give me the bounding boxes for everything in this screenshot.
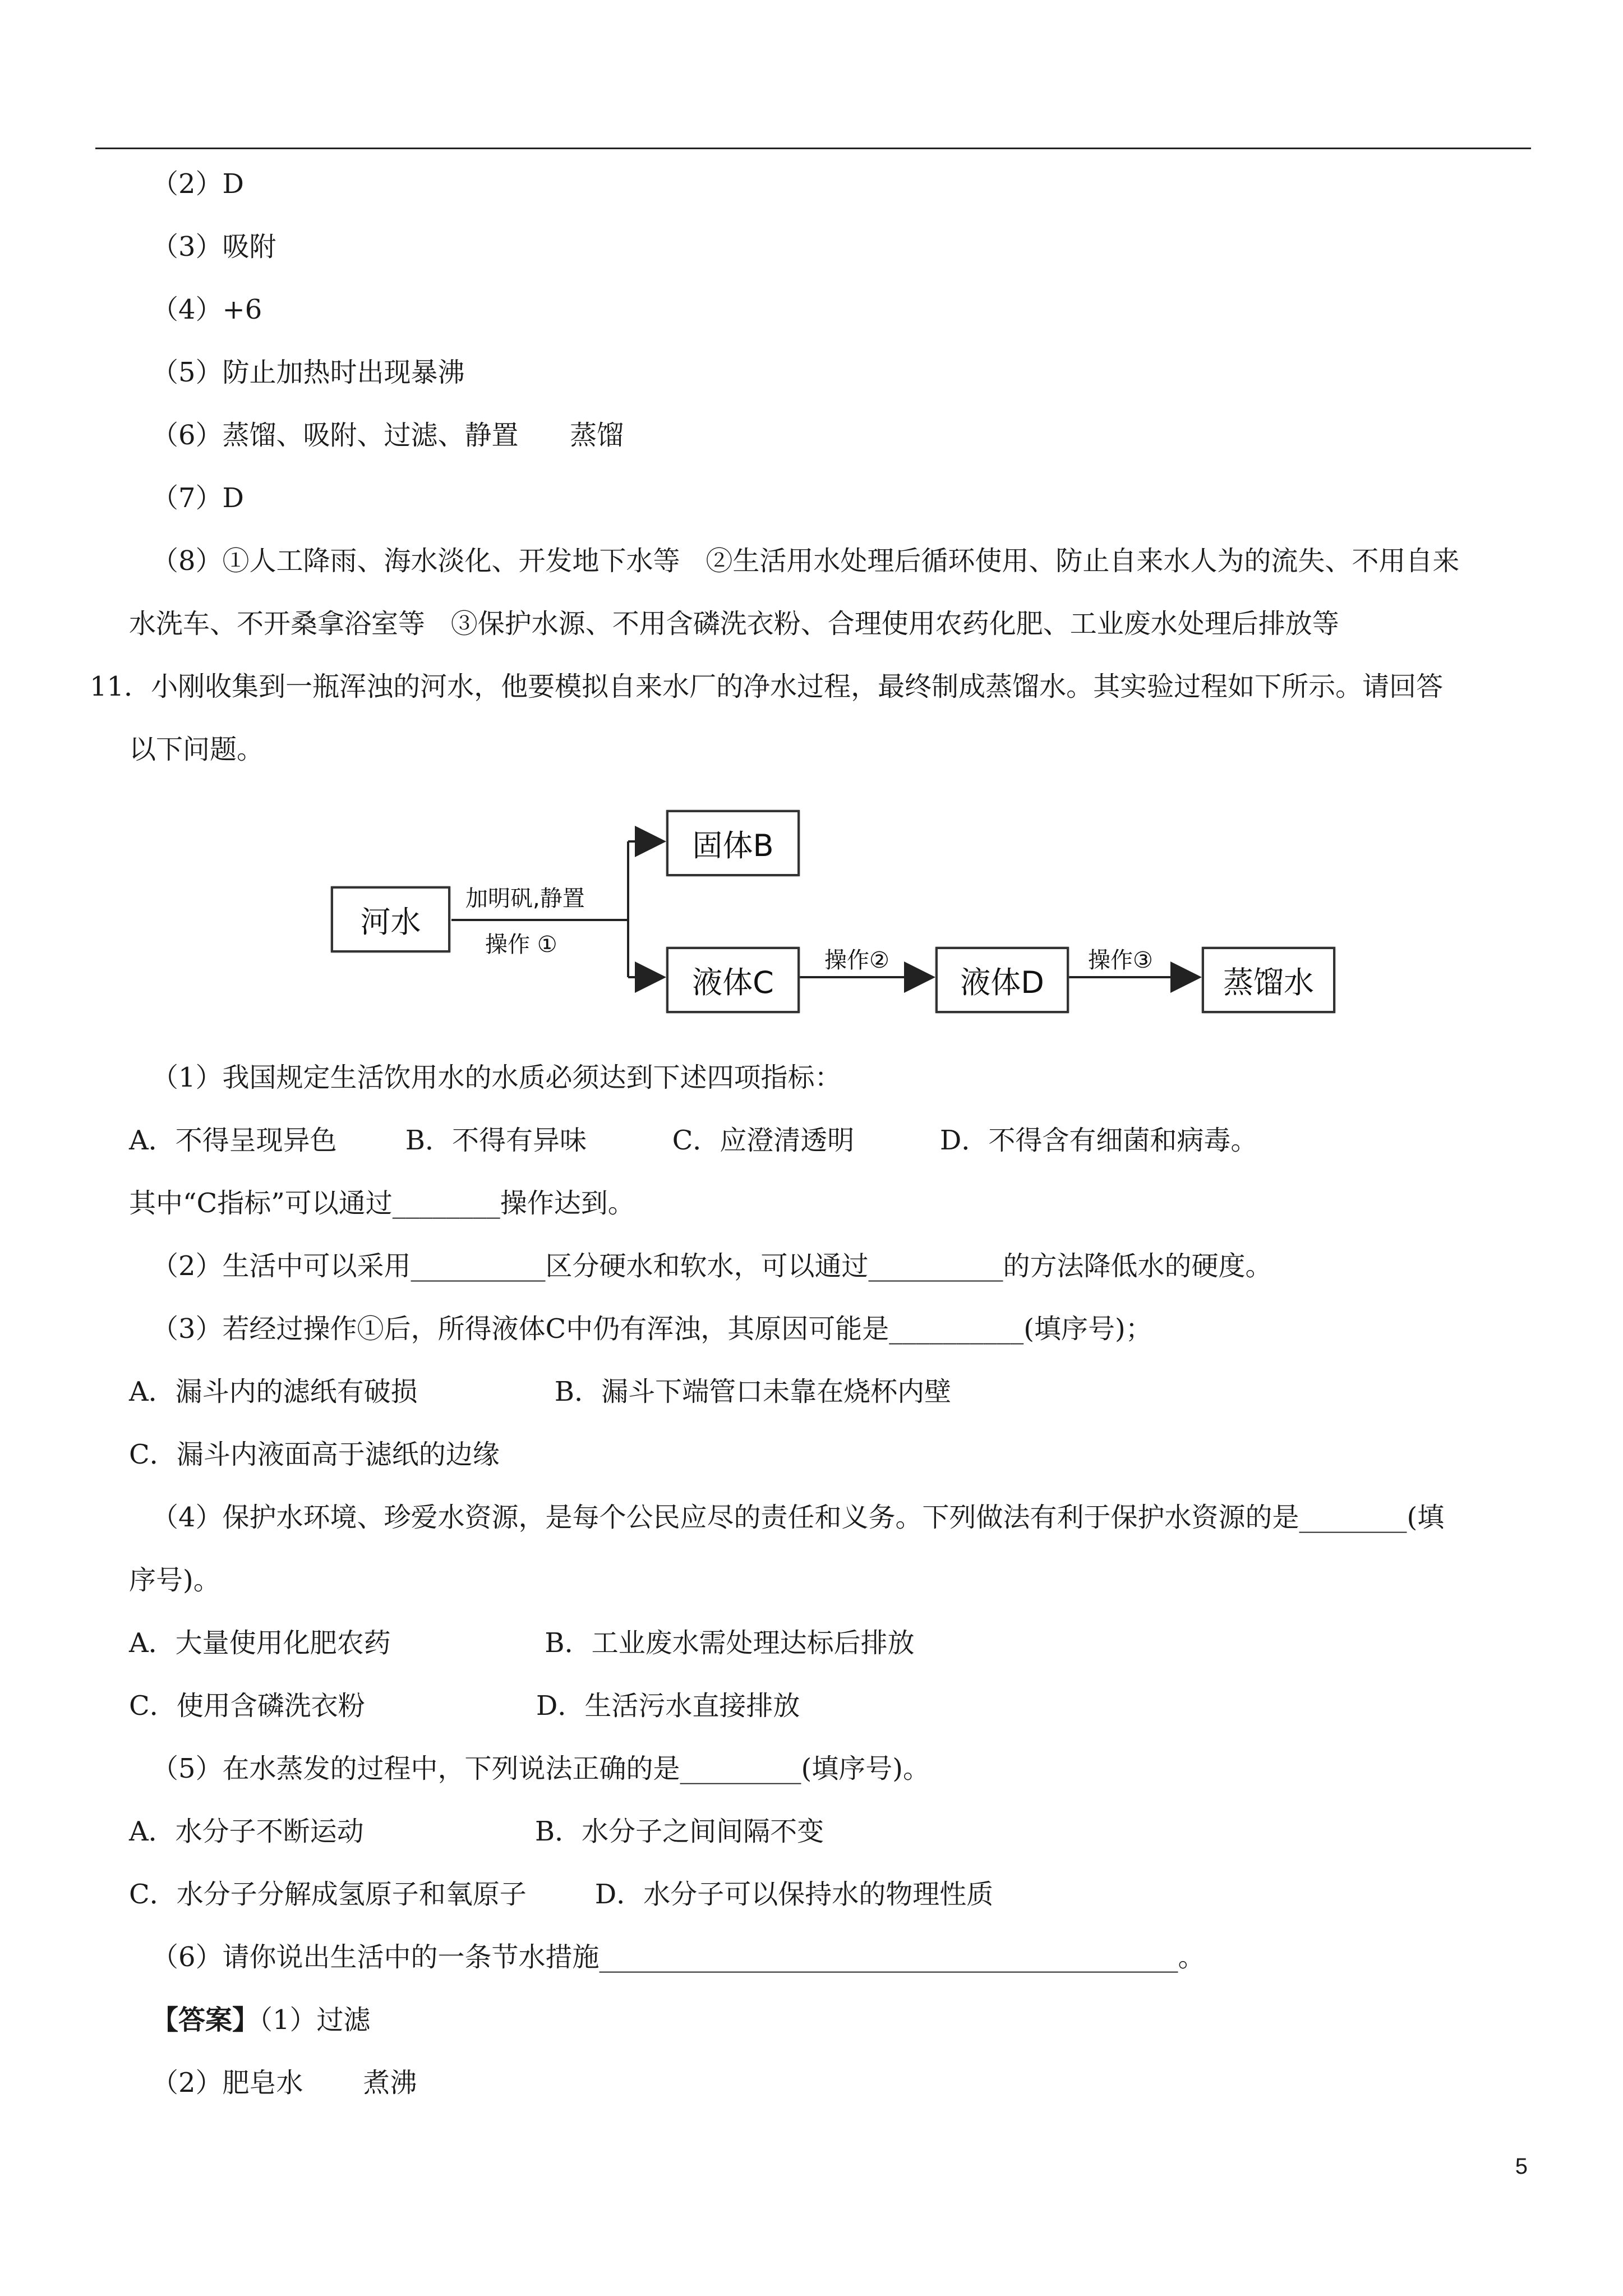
answer-line: （8）①人工降雨、海水淡化、开发地下水等 ②生活用水处理后循环使用、防止自来水人为的流失、不用自来 [151,545,1460,577]
question-stem: 以下问题。 [129,734,264,765]
question-line: A．大量使用化肥农药 B．工业废水需处理达标后排放 [129,1627,915,1659]
answer-line: 水洗车、不开桑拿浴室等 ③保护水源、不用含磷洗衣粉、合理使用农药化肥、工业废水处理后排放等 [129,608,1339,639]
answer-2: （2）肥皂水 煮沸 [151,2067,417,2099]
question-line: 序号)。 [129,1565,220,1596]
liquid-c-box: 液体C [666,947,800,1013]
purification-flow-diagram [325,808,1346,1021]
step3-label: 操作③ [1088,947,1153,973]
question-line: （4）保护水环境、珍爱水资源，是每个公民应尽的责任和义务。下列做法有利于保护水资源的是________(填 [151,1502,1445,1533]
step1-label: 加明矾,静置 [465,886,585,912]
question-line: （5）在水蒸发的过程中，下列说法正确的是_________(填序号)。 [151,1753,930,1784]
question-line: A．水分子不断运动 B．水分子之间间隔不变 [129,1816,824,1847]
answer-row [151,2003,371,2037]
solid-b-box: 固体B [666,810,800,876]
answer-line: （7）D [151,482,245,514]
answer-label: 【答案】 [151,2004,260,2036]
question-line: C．漏斗内液面高于滤纸的边缘 [129,1439,500,1470]
answer-line: （5）防止加热时出现暴沸 [151,357,465,388]
header-rule [95,148,1531,149]
liquid-d-box: 液体D [935,947,1069,1013]
question-stem: 11．小刚收集到一瓶浑浊的河水，他要模拟自来水厂的净水过程，最终制成蒸馏水。其实验过程如下所示。请回答 [90,671,1444,702]
question-line: （3）若经过操作①后，所得液体C中仍有浑浊，其原因可能是__________(填序号)； [151,1313,1152,1345]
river-water-box: 河水 [331,886,450,953]
question-line: A．漏斗内的滤纸有破损 B．漏斗下端管口未靠在烧杯内壁 [129,1376,952,1407]
distilled-water-box: 蒸馏水 [1202,947,1335,1013]
flow-arrows [325,808,1346,1021]
question-line: C．水分子分解成氢原子和氧原子 D．水分子可以保持水的物理性质 [129,1879,994,1910]
step2-label: 操作② [824,947,889,973]
answer-1: （1）过滤 [259,2004,371,2036]
question-line: 其中“C指标”可以通过________操作达到。 [129,1188,635,1219]
question-line: （1）我国规定生活饮用水的水质必须达到下述四项指标： [151,1062,842,1093]
answer-line: （3）吸附 [151,231,276,263]
question-line: （2）生活中可以采用__________区分硬水和软水，可以通过__________的方法降低水的硬度。 [151,1250,1272,1282]
question-line: A．不得呈现异色 B．不得有异味 C．应澄清透明 D．不得含有细菌和病毒。 [129,1125,1258,1156]
answer-line: （4）+6 [151,294,262,325]
answer-line: （2）D [151,168,245,200]
question-line: （6）请你说出生活中的一条节水措施___________________________________________。 [151,1941,1205,1973]
answer-line: （6）蒸馏、吸附、过滤、静置 蒸馏 [151,420,624,451]
step1-operation-label: 操作 ① [485,932,557,958]
page-number: 5 [1515,2154,1528,2179]
question-line: C．使用含磷洗衣粉 D．生活污水直接排放 [129,1690,800,1722]
